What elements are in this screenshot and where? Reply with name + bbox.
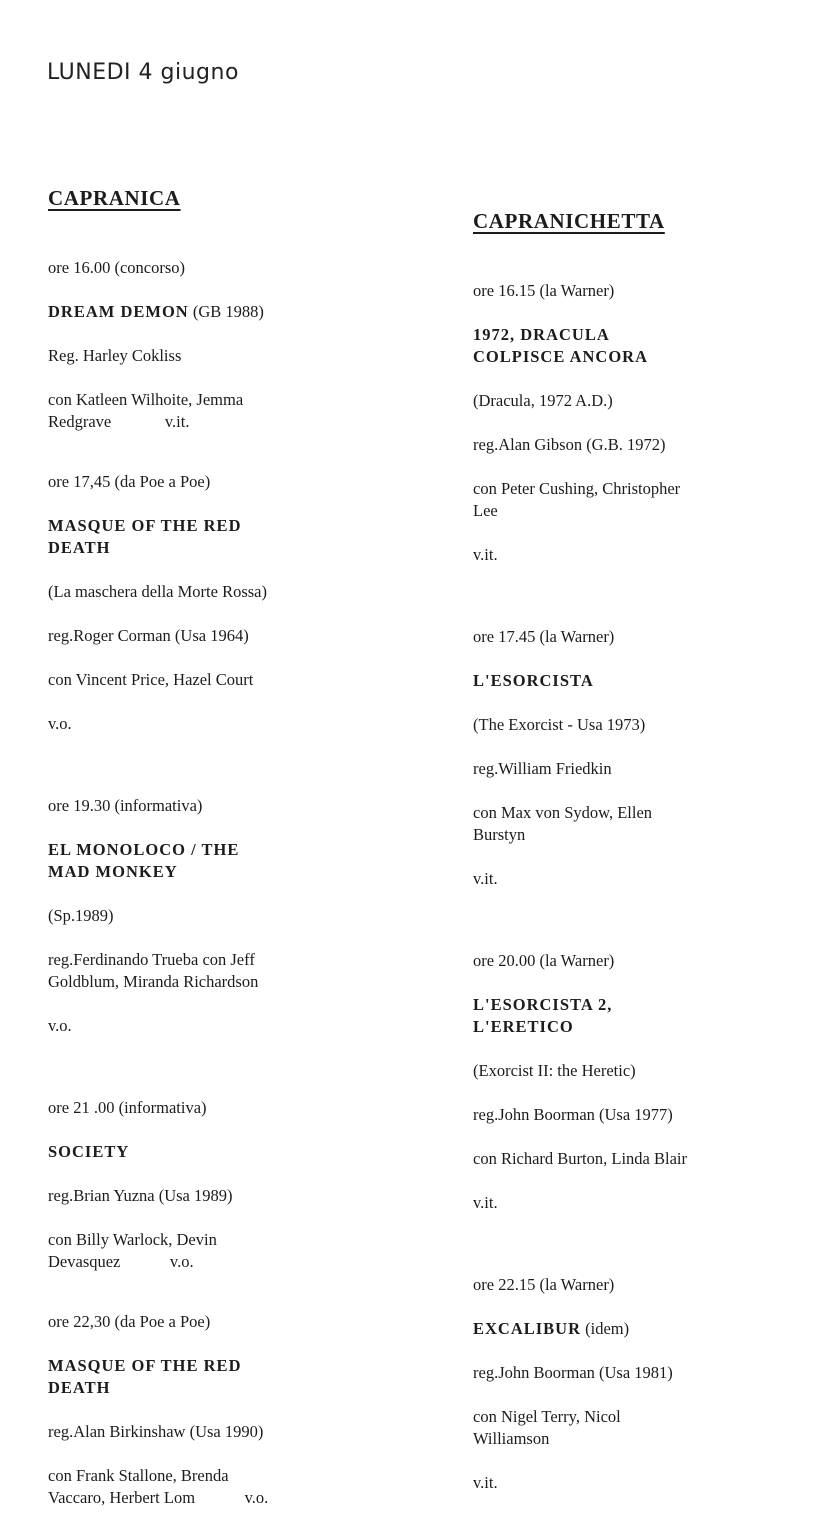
film-cast: con Peter Cushing, Christopher Lee	[473, 479, 681, 520]
film-title-note: (GB 1988)	[188, 302, 264, 321]
film-director: reg.Alan Birkinshaw (Usa 1990)	[48, 1422, 264, 1441]
film-original-title: (Sp.1989)	[48, 906, 114, 925]
screening-time: ore 16.00 (concorso)	[48, 258, 185, 277]
film-director: reg.Alan Gibson (G.B. 1972)	[473, 435, 666, 454]
screening-time: ore 22.15 (la Warner)	[473, 1275, 615, 1294]
capranichetta-column	[473, 209, 773, 1532]
film-language: v.o.	[244, 1488, 269, 1507]
film-title-note: (idem)	[581, 1319, 630, 1338]
film-language: v.o.	[48, 1016, 72, 1035]
film-title: DREAM DEMON	[48, 302, 189, 321]
screening-time: ore 19.30 (informativa)	[48, 796, 203, 815]
film-title: EXCALIBUR	[473, 1319, 582, 1338]
film-director: reg.Brian Yuzna (Usa 1989)	[48, 1186, 233, 1205]
film-language: v.o.	[169, 1252, 194, 1271]
screening-entry	[473, 258, 773, 588]
screening-time: ore 20.00 (la Warner)	[473, 951, 615, 970]
venue-heading: CAPRANICA	[48, 186, 181, 210]
film-director: reg.Roger Corman (Usa 1964)	[48, 626, 249, 645]
film-cast: con Frank Stallone, Brenda Vaccaro, Herbert Lom	[48, 1466, 229, 1507]
film-cast: con Billy Warlock, Devin Devasquez	[48, 1230, 217, 1271]
film-language: v.it.	[473, 1193, 498, 1212]
film-title: MASQUE OF THE RED DEATH	[48, 1356, 242, 1397]
film-director: reg.Ferdinando Trueba con Jeff Goldblum, Miranda Richardson	[48, 950, 259, 991]
capranica-column	[48, 186, 348, 1525]
film-language: v.it.	[164, 412, 190, 431]
film-cast: con Nigel Terry, Nicol Williamson	[473, 1407, 621, 1448]
film-director: Reg. Harley Cokliss	[48, 346, 182, 365]
film-title: 1972, DRACULA COLPISCE ANCORA	[473, 325, 648, 366]
film-title: L'ESORCISTA 2, L'ERETICO	[473, 995, 613, 1036]
screening-time: ore 17,45 (da Poe a Poe)	[48, 472, 211, 491]
screening-entry	[48, 1289, 348, 1509]
screening-entry	[473, 928, 773, 1236]
film-language: v.it.	[473, 545, 498, 564]
screening-entry	[48, 235, 348, 433]
film-cast: con Vincent Price, Hazel Court	[48, 670, 254, 689]
screening-entry	[473, 1252, 773, 1516]
film-original-title: (La maschera della Morte Rossa)	[48, 582, 267, 601]
screening-entry	[48, 449, 348, 757]
film-title: EL MONOLOCO / THE MAD MONKEY	[48, 840, 240, 881]
film-original-title: (Dracula, 1972 A.D.)	[473, 391, 613, 410]
film-title: MASQUE OF THE RED DEATH	[48, 516, 242, 557]
film-original-title: (The Exorcist - Usa 1973)	[473, 715, 646, 734]
screening-time: ore 22,30 (da Poe a Poe)	[48, 1312, 211, 1331]
screening-time: ore 16.15 (la Warner)	[473, 281, 615, 300]
film-cast: con Richard Burton, Linda Blair	[473, 1149, 687, 1168]
screening-entry	[48, 773, 348, 1059]
screening-time: ore 17.45 (la Warner)	[473, 627, 615, 646]
screening-time: ore 21 .00 (informativa)	[48, 1098, 207, 1117]
film-director: reg.John Boorman (Usa 1977)	[473, 1105, 673, 1124]
film-language: v.it.	[473, 1473, 498, 1492]
film-title: L'ESORCISTA	[473, 671, 594, 690]
film-original-title: (Exorcist II: the Heretic)	[473, 1061, 636, 1080]
screening-entry	[48, 1075, 348, 1273]
film-cast: con Katleen Wilhoite, Jemma Redgrave	[48, 390, 244, 431]
film-language: v.o.	[48, 714, 72, 733]
film-cast: con Max von Sydow, Ellen Burstyn	[473, 803, 653, 844]
film-language: v.it.	[473, 869, 498, 888]
film-title: SOCIETY	[48, 1142, 130, 1161]
page-date: LUNEDI 4 giugno	[47, 60, 239, 85]
film-director: reg.William Friedkin	[473, 759, 612, 778]
venue-heading: CAPRANICHETTA	[473, 209, 665, 233]
screening-entry	[473, 604, 773, 912]
film-director: reg.John Boorman (Usa 1981)	[473, 1363, 673, 1382]
